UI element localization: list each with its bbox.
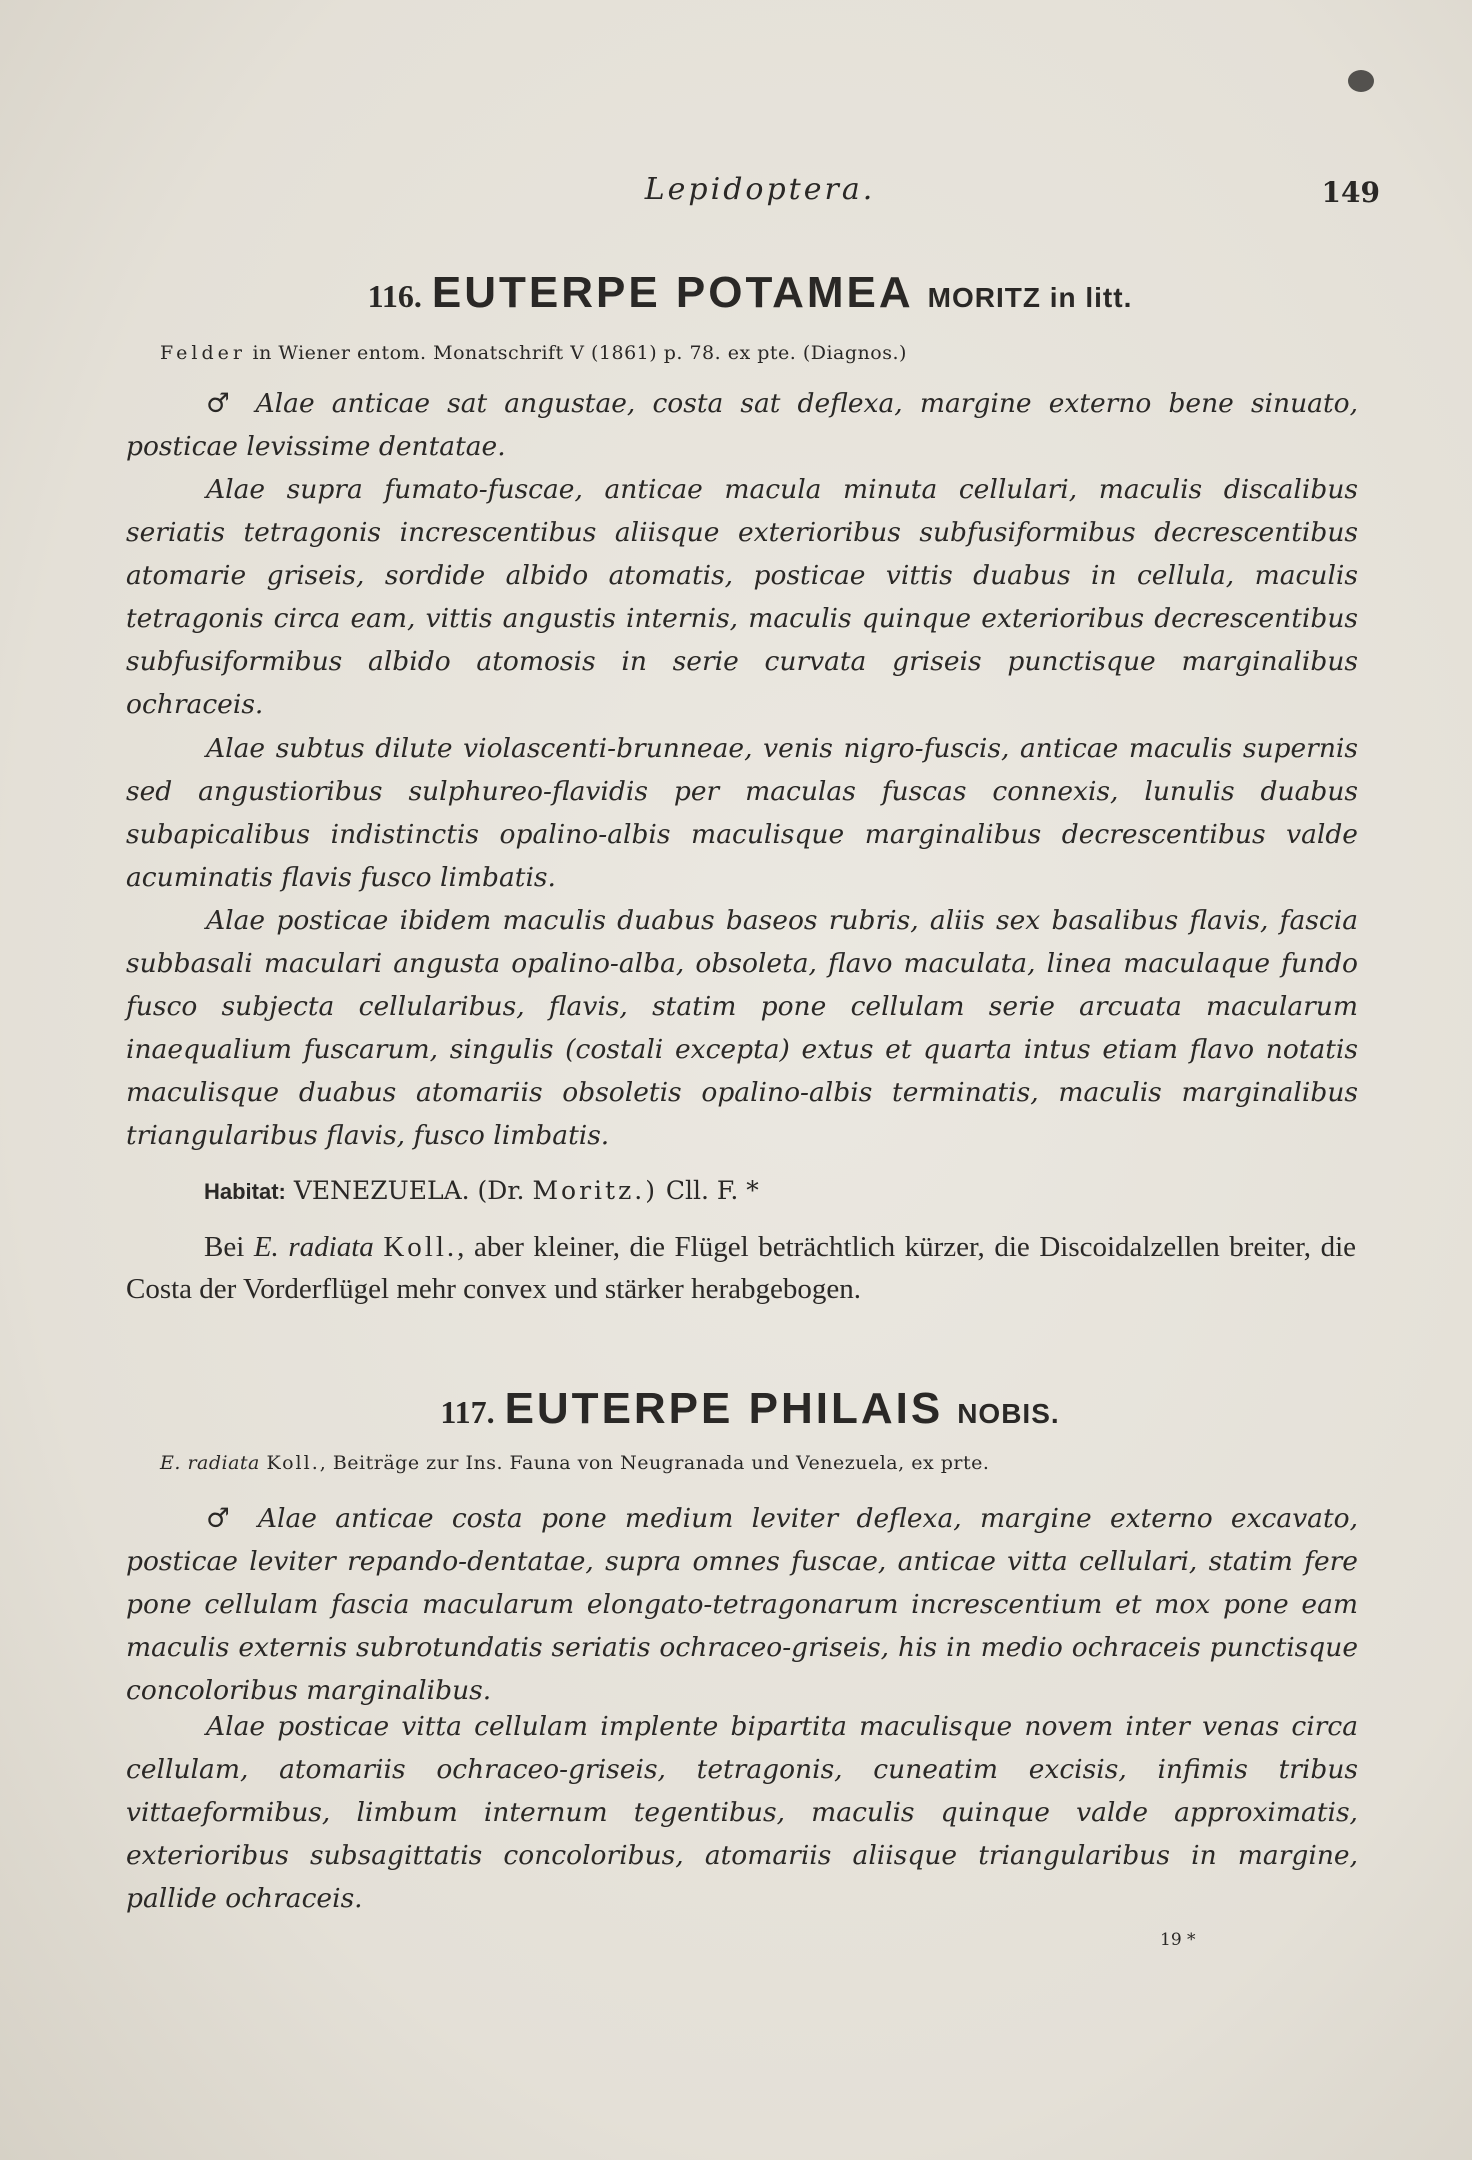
habitat-line (204, 1176, 1354, 1205)
reference-text: in Wiener entom. Monatschrift V (1861) p. 78. ex pte. (Diagnos.) (252, 342, 907, 364)
page-number: 149 (1321, 176, 1380, 209)
comparison-note (126, 1226, 1356, 1310)
note-text: , aber kleiner, die Flügel beträchtlich kürzer, die Discoidalzellen breiter, die Costa der Vorderflügel mehr convex und stärker herabgebogen. (126, 1231, 1356, 1305)
note-text: Bei (204, 1231, 245, 1263)
species-author: NOBIS. (957, 1398, 1060, 1429)
running-header-title: Lepidoptera. (644, 172, 876, 207)
reference-species: E. radiata (160, 1452, 260, 1474)
description-paragraph: Alae posticae vitta cellulam implente bipartita maculisque novem inter venas circa cellulam, atomariis ochraceo-griseis, tetragonis, cuneatim excisis, infimis tribus vittaeformibus, limbum internum tegentibus, maculis quinque valde approximatis, exterioribus subsagittatis concoloribus, atomariis aliisque triangularibus in margine, pallide ochraceis. (126, 1711, 1358, 1914)
species-heading-116 (130, 268, 1370, 318)
description-paragraph: ♂ Alae anticae sat angustae, costa sat deflexa, margine externo bene sinuato, posticae levissime dentatae. (126, 388, 1358, 462)
species-heading-117 (130, 1384, 1370, 1434)
habitat-label: Habitat: (204, 1179, 286, 1204)
description-paragraph: ♂ Alae anticae costa pone medium leviter deflexa, margine externo excavato, posticae leviter repando-dentatae, supra omnes fuscae, anticae vitta cellulari, statim fere pone cellulam fascia macularum elongato-tetragonarum increscentium et mox pone eam maculis externis subrotundatis seriatis ochraceo-griseis, his in medio ochraceis punctisque concoloribus marginalibus. (126, 1503, 1358, 1706)
description-paragraph: Alae subtus dilute violascenti-brunneae, venis nigro-fuscis, anticae maculis supernis sed angustioribus sulphureo-flavidis per maculas fuscas connexis, lunulis duabus subapicalibus indistinctis opalino-albis maculisque marginalibus decrescentibus valde acuminatis flavis fusco limbatis. (126, 733, 1358, 893)
note-species: E. radiata (253, 1231, 374, 1263)
reference-author: Felder (160, 342, 246, 364)
species-name: EUTERPE PHILAIS (504, 1384, 944, 1433)
description-paragraph: Alae posticae ibidem maculis duabus baseos rubris, aliis sex basalibus flavis, fascia subbasali maculari angusta opalino-alba, obsoleta, flavo maculata, linea maculaque fundo fusco subjecta cellularibus, flavis, statim pone cellulam serie arcuata macularum inaequalium fuscarum, singulis (costali excepta) extus et quarta intus etiam flavo notatis maculisque duabus atomariis obsoletis opalino-albis terminatis, maculis marginalibus triangularibus flavis, fusco limbatis. (126, 905, 1358, 1151)
species-author: MORITZ in litt. (927, 282, 1133, 313)
habitat-open: (Dr. (477, 1176, 525, 1205)
habitat-collection: Cll. F. * (665, 1176, 759, 1205)
note-author: Koll. (383, 1231, 458, 1263)
reference-author: Koll. (266, 1452, 320, 1474)
description-paragraph: Alae supra fumato-fuscae, anticae macula minuta cellulari, maculis discalibus seriatis tetragonis increscentibus aliisque exterioribus subfusiformibus decrescentibus atomarie griseis, sordide albido atomatis, posticae vittis duabus in cellula, maculis tetragonis circa eam, vittis angustis internis, maculis quinque exterioribus decrescentibus subfusiformibus albido atomosis in serie curvata griseis punctisque marginalibus ochraceis. (126, 474, 1358, 720)
species-number: 116. (367, 278, 422, 314)
reference-text: , Beiträge zur Ins. Fauna von Neugranada und Venezuela, ex prte. (319, 1452, 990, 1474)
habitat-place: VENEZUELA. (293, 1176, 470, 1205)
habitat-collector: Moritz.) (532, 1176, 658, 1205)
printer-signature: 19 * (1160, 1930, 1196, 1950)
reference-117 (160, 1452, 1360, 1474)
ink-blot (1348, 70, 1374, 92)
reference-116 (160, 342, 1360, 364)
species-number: 117. (440, 1394, 495, 1430)
species-name: EUTERPE POTAMEA (431, 268, 914, 317)
